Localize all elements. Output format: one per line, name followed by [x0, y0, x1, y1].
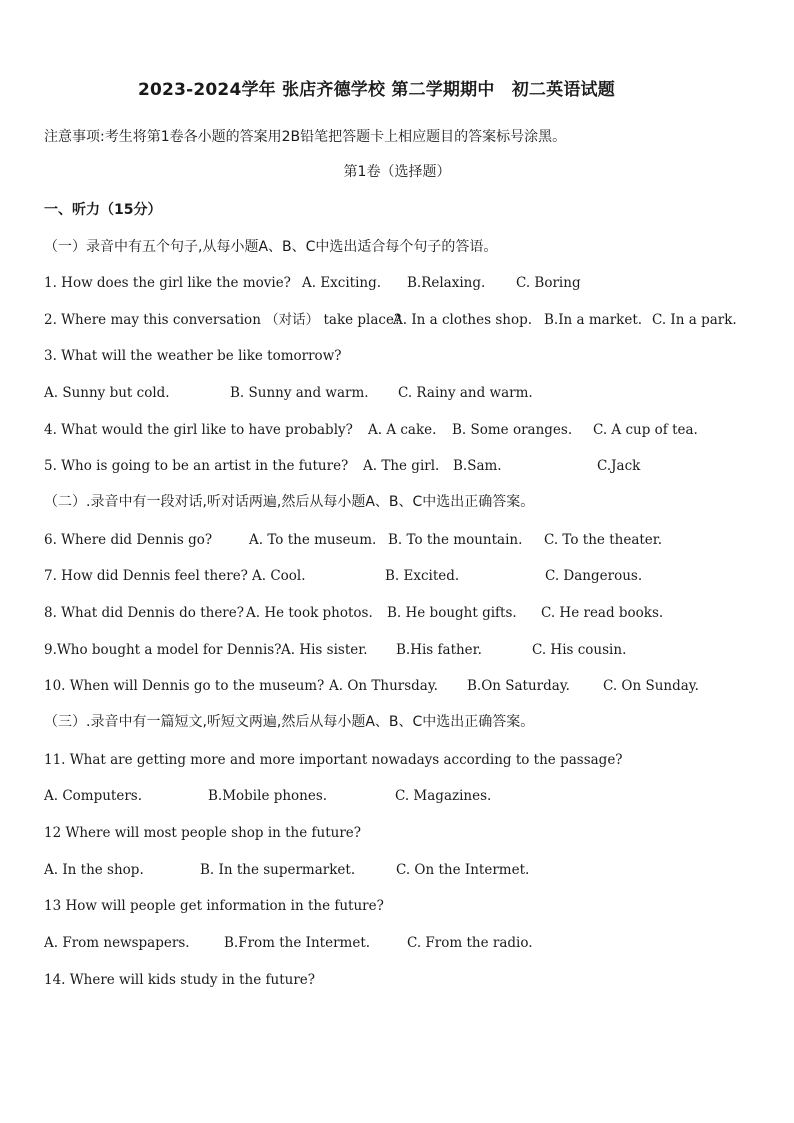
option-b: B. Some oranges. — [452, 422, 573, 438]
question-13 — [44, 897, 764, 915]
question-text: 11. What are getting more and more important nowadays according to the passage? — [44, 752, 623, 768]
notice-text: 注意事项:考生将第1卷各小题的答案用2B铅笔把答题卡上相应题目的答案标号涂黑。 — [44, 129, 567, 145]
question-text: 14. Where will kids study in the future? — [44, 972, 316, 988]
question-9 — [44, 641, 764, 659]
question-text: 4. What would the girl like to have probably? — [44, 422, 353, 438]
question-text: 10. When will Dennis go to the museum? — [44, 678, 325, 694]
option-a: A. His sister. — [281, 642, 368, 658]
option-b: B. Sunny and warm. — [230, 385, 369, 401]
question-text: 1. How does the girl like the movie? — [44, 275, 291, 291]
option-b: B. Excited. — [385, 568, 460, 584]
option-c: C. To the theater. — [544, 532, 663, 548]
option-c: C. Rainy and warm. — [398, 385, 533, 401]
question-13-options — [44, 934, 764, 952]
option-a: A. The girl. — [363, 458, 440, 474]
option-a: A. Sunny but cold. — [44, 385, 170, 401]
question-text: 13 How will people get information in the future? — [44, 898, 384, 914]
question-text: 2. Where may this conversation （对话） take place? — [44, 312, 402, 328]
part3-instruction: （三）.录音中有一篇短文,听短文两遍,然后从每小题A、B、C中选出正确答案。 — [44, 714, 535, 730]
question-5 — [44, 457, 764, 475]
option-c: C. In a park. — [652, 312, 737, 328]
question-11-options — [44, 787, 764, 805]
option-c: C. On Sunday. — [603, 678, 699, 694]
option-b: B.On Saturday. — [467, 678, 570, 694]
question-4 — [44, 421, 764, 439]
option-a: A. From newspapers. — [44, 935, 190, 951]
question-7 — [44, 567, 764, 585]
option-a: A. Exciting. — [302, 275, 382, 291]
option-a: A. In the shop. — [44, 862, 144, 878]
question-2 — [44, 311, 764, 329]
question-3 — [44, 347, 764, 365]
question-text: 6. Where did Dennis go? — [44, 532, 213, 548]
volume-title: 第1卷（选择题） — [343, 164, 451, 180]
option-b: B.His father. — [396, 642, 482, 658]
question-text: 12 Where will most people shop in the future? — [44, 825, 362, 841]
option-b: B.From the Intermet. — [224, 935, 371, 951]
option-c: C. Magazines. — [395, 788, 492, 804]
question-text: 7. How did Dennis feel there? — [44, 568, 248, 584]
option-c: C. Boring — [516, 275, 581, 291]
option-c: C. Dangerous. — [545, 568, 643, 584]
question-text: 3. What will the weather be like tomorrow? — [44, 348, 342, 364]
question-text: 8. What did Dennis do there? — [44, 605, 244, 621]
option-c: C.Jack — [597, 458, 641, 474]
question-12-options — [44, 861, 764, 879]
question-12 — [44, 824, 764, 842]
section-heading-listening: 一、听力（15分） — [44, 202, 162, 218]
option-a: A. On Thursday. — [329, 678, 438, 694]
page-title: 2023-2024学年 张店齐德学校 第二学期期中 初二英语试题 — [138, 80, 615, 100]
question-3-options — [44, 384, 764, 402]
question-8 — [44, 604, 764, 622]
question-10 — [44, 677, 764, 695]
question-text: 5. Who is going to be an artist in the future? — [44, 458, 349, 474]
option-a: A. He took photos. — [246, 605, 373, 621]
option-c: C. He read books. — [541, 605, 664, 621]
option-a: A. In a clothes shop. — [393, 312, 533, 328]
question-text: 9.Who bought a model for Dennis? — [44, 642, 282, 658]
option-a: A. Computers. — [44, 788, 143, 804]
question-14 — [44, 971, 764, 989]
question-6 — [44, 531, 764, 549]
question-1 — [44, 274, 764, 292]
option-b: B.In a market. — [544, 312, 643, 328]
option-b: B. He bought gifts. — [387, 605, 517, 621]
part2-instruction: （二）.录音中有一段对话,听对话两遍,然后从每小题A、B、C中选出正确答案。 — [44, 494, 535, 510]
option-b: B.Mobile phones. — [208, 788, 328, 804]
part1-instruction: （一）录音中有五个句子,从每小题A、B、C中选出适合每个句子的答语。 — [44, 239, 498, 255]
option-c: C. From the radio. — [407, 935, 533, 951]
option-b: B. To the mountain. — [388, 532, 523, 548]
option-c: C. A cup of tea. — [593, 422, 698, 438]
option-b: B. In the supermarket. — [200, 862, 356, 878]
option-c: C. His cousin. — [532, 642, 627, 658]
option-b: B.Relaxing. — [407, 275, 486, 291]
option-c: C. On the Intermet. — [396, 862, 530, 878]
option-b: B.Sam. — [453, 458, 502, 474]
option-a: A. A cake. — [368, 422, 437, 438]
option-a: A. Cool. — [252, 568, 306, 584]
question-11 — [44, 751, 764, 769]
option-a: A. To the museum. — [249, 532, 377, 548]
